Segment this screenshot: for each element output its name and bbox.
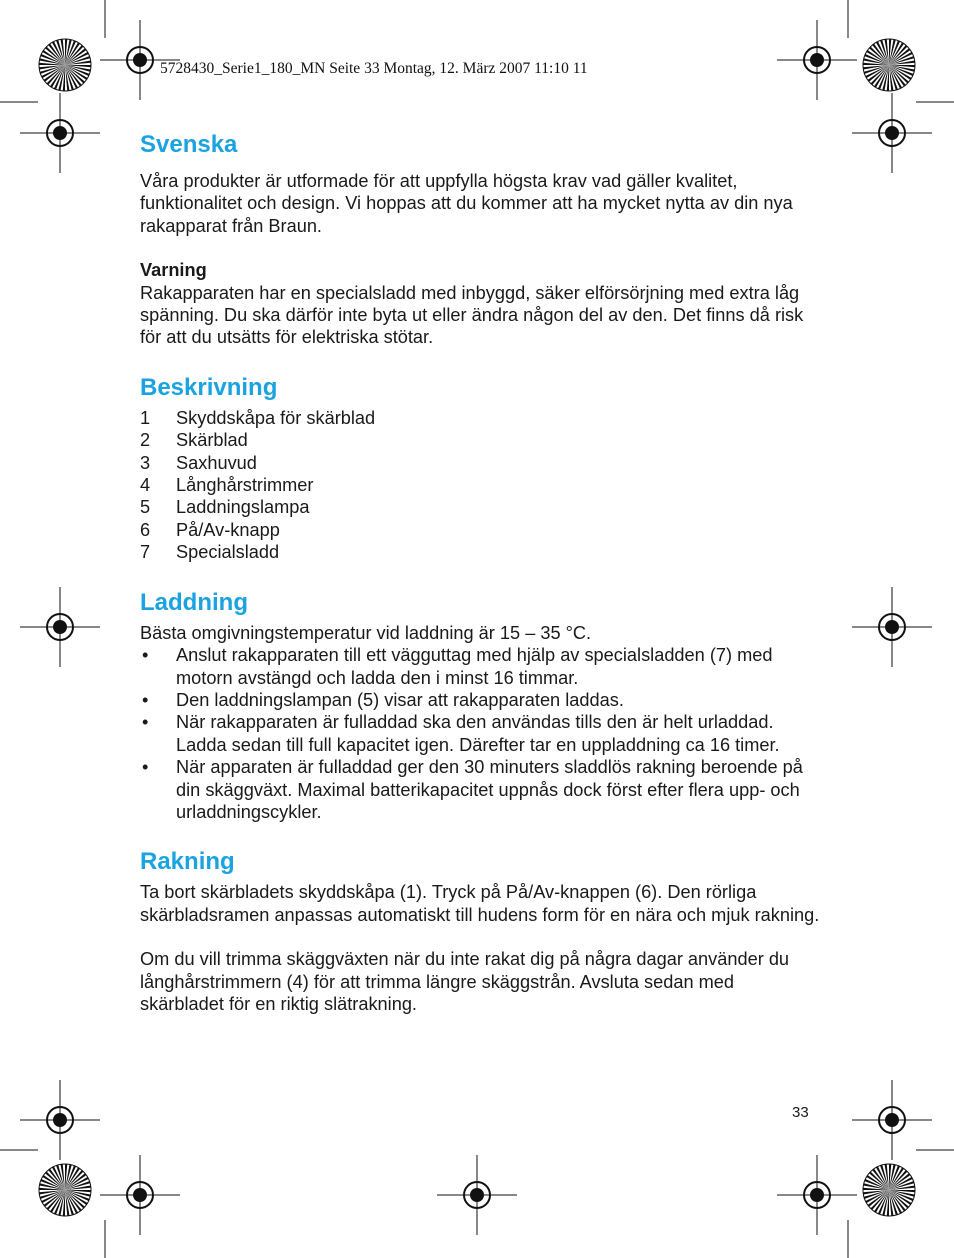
registration-mark-bottom-left <box>100 1155 180 1235</box>
list-item: 6 På/Av-knapp <box>140 519 280 540</box>
charging-bullet-list <box>140 644 820 823</box>
list-item: 4 Långhårstrimmer <box>140 475 314 496</box>
starburst-target-top-right <box>862 38 916 92</box>
starburst-target-bottom-right <box>862 1163 916 1217</box>
registration-mark-left-middle <box>20 587 100 667</box>
list-item: 5 Laddningslampa <box>140 497 310 518</box>
registration-mark-top-right <box>777 20 857 100</box>
section-laddning <box>140 588 820 824</box>
shaving-paragraph-1: Ta bort skärbladets skyddskåpa (1). Tryck på På/Av-knappen (6). Den rörliga skärbladsramen anpassas automatiskt till hudens form för en nära och mjuk rakning. <box>140 882 820 925</box>
registration-mark-left-lower <box>20 1080 100 1160</box>
starburst-target-bottom-left <box>38 1163 92 1217</box>
heading-rakning: Rakning <box>140 848 235 876</box>
section-beskrivning <box>140 373 820 564</box>
registration-mark-bottom-center <box>437 1155 517 1235</box>
registration-mark-left-upper <box>20 93 100 173</box>
list-item: 2 Skärblad <box>140 430 248 451</box>
list-item: • Anslut rakapparaten till ett vägguttag med hjälp av specialsladden (7) med motorn avstängd och ladda den i minst 16 timmar. <box>142 645 773 688</box>
list-item: • När rakapparaten är fulladdad ska den användas tills den är helt urladdad. Ladda sedan till full kapacitet igen. Därefter tar en uppladdning ca 16 timer. <box>142 712 780 755</box>
warning-heading: Varning <box>140 260 207 281</box>
section-rakning <box>140 847 820 1015</box>
list-item: 1 Skyddskåpa för skärblad <box>140 407 376 428</box>
list-item: • När apparaten är fulladdad ger den 30 minuters sladdlös rakning beroende på din skäggväxt. Maximal batterikapacitet uppnås dock först efter flera upp- och urladdningscykler. <box>142 757 803 822</box>
heading-beskrivning: Beskrivning <box>140 373 278 401</box>
list-item: • Den laddningslampan (5) visar att rakapparaten laddas. <box>142 689 624 710</box>
warning-paragraph: Rakapparaten har en specialsladd med inbyggd, säker elförsörjning med extra låg spänning. Du ska därför inte byta ut eller ändra någon del av den. Det finns då risk för att du utsätts för elektriska stötar. <box>140 282 804 348</box>
page-content <box>140 130 820 1015</box>
heading-svenska: Svenska <box>140 131 238 158</box>
shaving-paragraph-2: Om du vill trimma skäggväxten när du inte rakat dig på några dagar använder du långhårstrimmern (4) för att trimma längre skäggstrån. Avsluta sedan med skärbladet för en riktig slätrakning. <box>140 949 790 1014</box>
registration-mark-right-lower <box>852 1080 932 1160</box>
charging-intro: Bästa omgivningstemperatur vid laddning är 15 – 35 °C. <box>140 622 592 643</box>
heading-laddning: Laddning <box>140 588 248 616</box>
intro-paragraph: Våra produkter är utformade för att uppfylla högsta krav vad gäller kvalitet, funktionalitet och design. Vi hoppas att du kommer att ha mycket nytta av din nya rakapparat från Braun. <box>140 171 793 236</box>
list-item: 3 Saxhuvud <box>140 452 257 473</box>
section-svenska <box>140 130 820 349</box>
print-slug-line: 5728430_Serie1_180_MN Seite 33 Montag, 12. März 2007 11:10 11 <box>160 60 588 77</box>
registration-mark-bottom-right <box>777 1155 857 1235</box>
registration-mark-right-upper <box>852 93 932 173</box>
starburst-target-top-left <box>38 38 92 92</box>
registration-mark-right-middle <box>852 587 932 667</box>
parts-list <box>140 407 820 564</box>
list-item: 7 Specialsladd <box>140 542 280 563</box>
page-number: 33 <box>792 1104 809 1121</box>
